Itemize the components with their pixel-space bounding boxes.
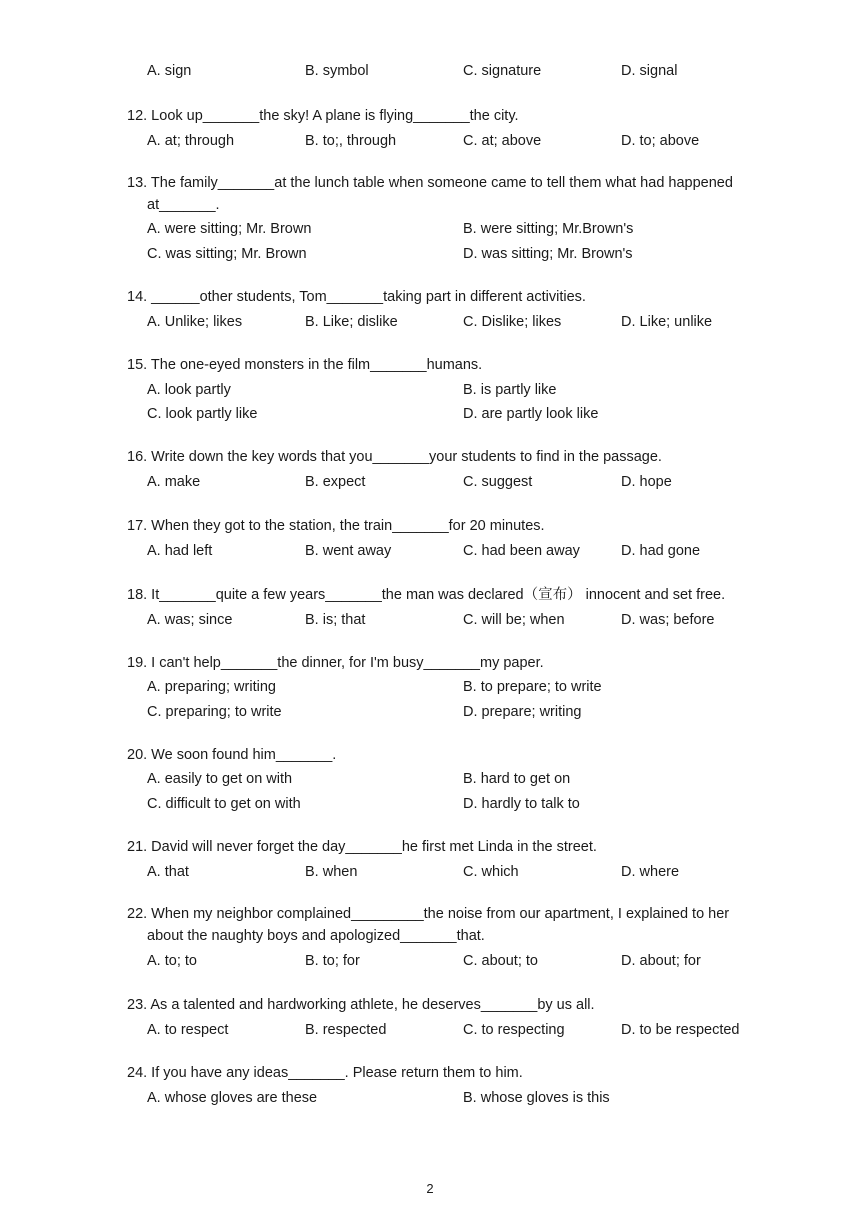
- option-c: C. which: [463, 864, 519, 880]
- option-b: B. when: [305, 864, 358, 880]
- option-c: C. signature: [463, 63, 542, 79]
- option-c: C. at; above: [463, 133, 542, 149]
- option-a: A. at; through: [147, 133, 235, 149]
- question-stem: 23. As a talented and hardworking athlete, he deserves_______by us all.: [127, 997, 595, 1013]
- option-a: A. to; to: [147, 953, 197, 969]
- question-stem-continuation: about the naughty boys and apologized_______that.: [147, 928, 485, 944]
- option-a: A. whose gloves are these: [147, 1090, 318, 1106]
- option-c: C. to respecting: [463, 1022, 565, 1038]
- option-d: D. was sitting; Mr. Brown's: [463, 246, 633, 262]
- option-b: B. were sitting; Mr.Brown's: [463, 221, 634, 237]
- option-a: A. that: [147, 864, 189, 880]
- option-a: A. Unlike; likes: [147, 314, 243, 330]
- question-stem: 20. We soon found him_______.: [127, 747, 337, 763]
- option-d: D. hardly to talk to: [463, 796, 580, 812]
- option-a: A. had left: [147, 543, 213, 559]
- option-b: B. to;, through: [305, 133, 397, 149]
- option-c: C. look partly like: [147, 406, 258, 422]
- option-a: A. were sitting; Mr. Brown: [147, 221, 312, 237]
- page-number: 2: [426, 1181, 434, 1196]
- question-stem: 21. David will never forget the day_______he first met Linda in the street.: [127, 839, 597, 855]
- option-b: B. is; that: [305, 612, 366, 628]
- option-b: B. hard to get on: [463, 771, 571, 787]
- question-stem: 22. When my neighbor complained_________the noise from our apartment, I explained to her: [127, 906, 730, 922]
- option-c: C. difficult to get on with: [147, 796, 301, 812]
- option-c: C. Dislike; likes: [463, 314, 562, 330]
- option-d: D. was; before: [621, 612, 715, 628]
- option-a: A. was; since: [147, 612, 233, 628]
- question-stem: 16. Write down the key words that you_______your students to find in the passage.: [127, 449, 662, 465]
- option-d: D. where: [621, 864, 680, 880]
- option-b: B. to; for: [305, 953, 360, 969]
- option-d: D. signal: [621, 63, 678, 79]
- option-a: A. to respect: [147, 1022, 229, 1038]
- option-c: C. suggest: [463, 474, 533, 490]
- option-b: B. to prepare; to write: [463, 679, 602, 695]
- option-d: D. had gone: [621, 543, 701, 559]
- option-b: B. respected: [305, 1022, 387, 1038]
- option-b: B. whose gloves is this: [463, 1090, 610, 1106]
- option-b: B. Like; dislike: [305, 314, 398, 330]
- option-d: D. to; above: [621, 133, 700, 149]
- option-b: B. expect: [305, 474, 366, 490]
- option-a: A. sign: [147, 63, 192, 79]
- option-a: A. make: [147, 474, 201, 490]
- question-stem: 24. If you have any ideas_______. Please return them to him.: [127, 1065, 523, 1081]
- option-d: D. to be respected: [621, 1022, 740, 1038]
- option-c: C. about; to: [463, 953, 538, 969]
- question-stem: 14. ______other students, Tom_______taking part in different activities.: [127, 289, 586, 305]
- question-stem: 12. Look up_______the sky! A plane is flying_______the city.: [127, 108, 519, 124]
- question-stem: 19. I can't help_______the dinner, for I'm busy_______my paper.: [127, 655, 544, 671]
- option-d: D. are partly look like: [463, 406, 599, 422]
- question-stem: 17. When they got to the station, the train_______for 20 minutes.: [127, 518, 545, 534]
- option-b: B. symbol: [305, 63, 369, 79]
- question-stem: 18. It_______quite a few years_______the man was declared（宣布） innocent and set free.: [127, 587, 726, 603]
- option-d: D. prepare; writing: [463, 704, 582, 720]
- question-stem: 15. The one-eyed monsters in the film_______humans.: [127, 357, 483, 373]
- option-d: D. about; for: [621, 953, 701, 969]
- question-stem-continuation: at_______.: [147, 197, 220, 213]
- option-a: A. look partly: [147, 382, 231, 398]
- option-b: B. is partly like: [463, 382, 557, 398]
- option-d: D. Like; unlike: [621, 314, 713, 330]
- option-c: C. preparing; to write: [147, 704, 282, 720]
- option-c: C. had been away: [463, 543, 580, 559]
- option-a: A. preparing; writing: [147, 679, 276, 695]
- question-stem: 13. The family_______at the lunch table when someone came to tell them what had happened: [127, 175, 733, 191]
- option-b: B. went away: [305, 543, 392, 559]
- option-c: C. will be; when: [463, 612, 565, 628]
- option-d: D. hope: [621, 474, 672, 490]
- option-c: C. was sitting; Mr. Brown: [147, 246, 307, 262]
- option-a: A. easily to get on with: [147, 771, 293, 787]
